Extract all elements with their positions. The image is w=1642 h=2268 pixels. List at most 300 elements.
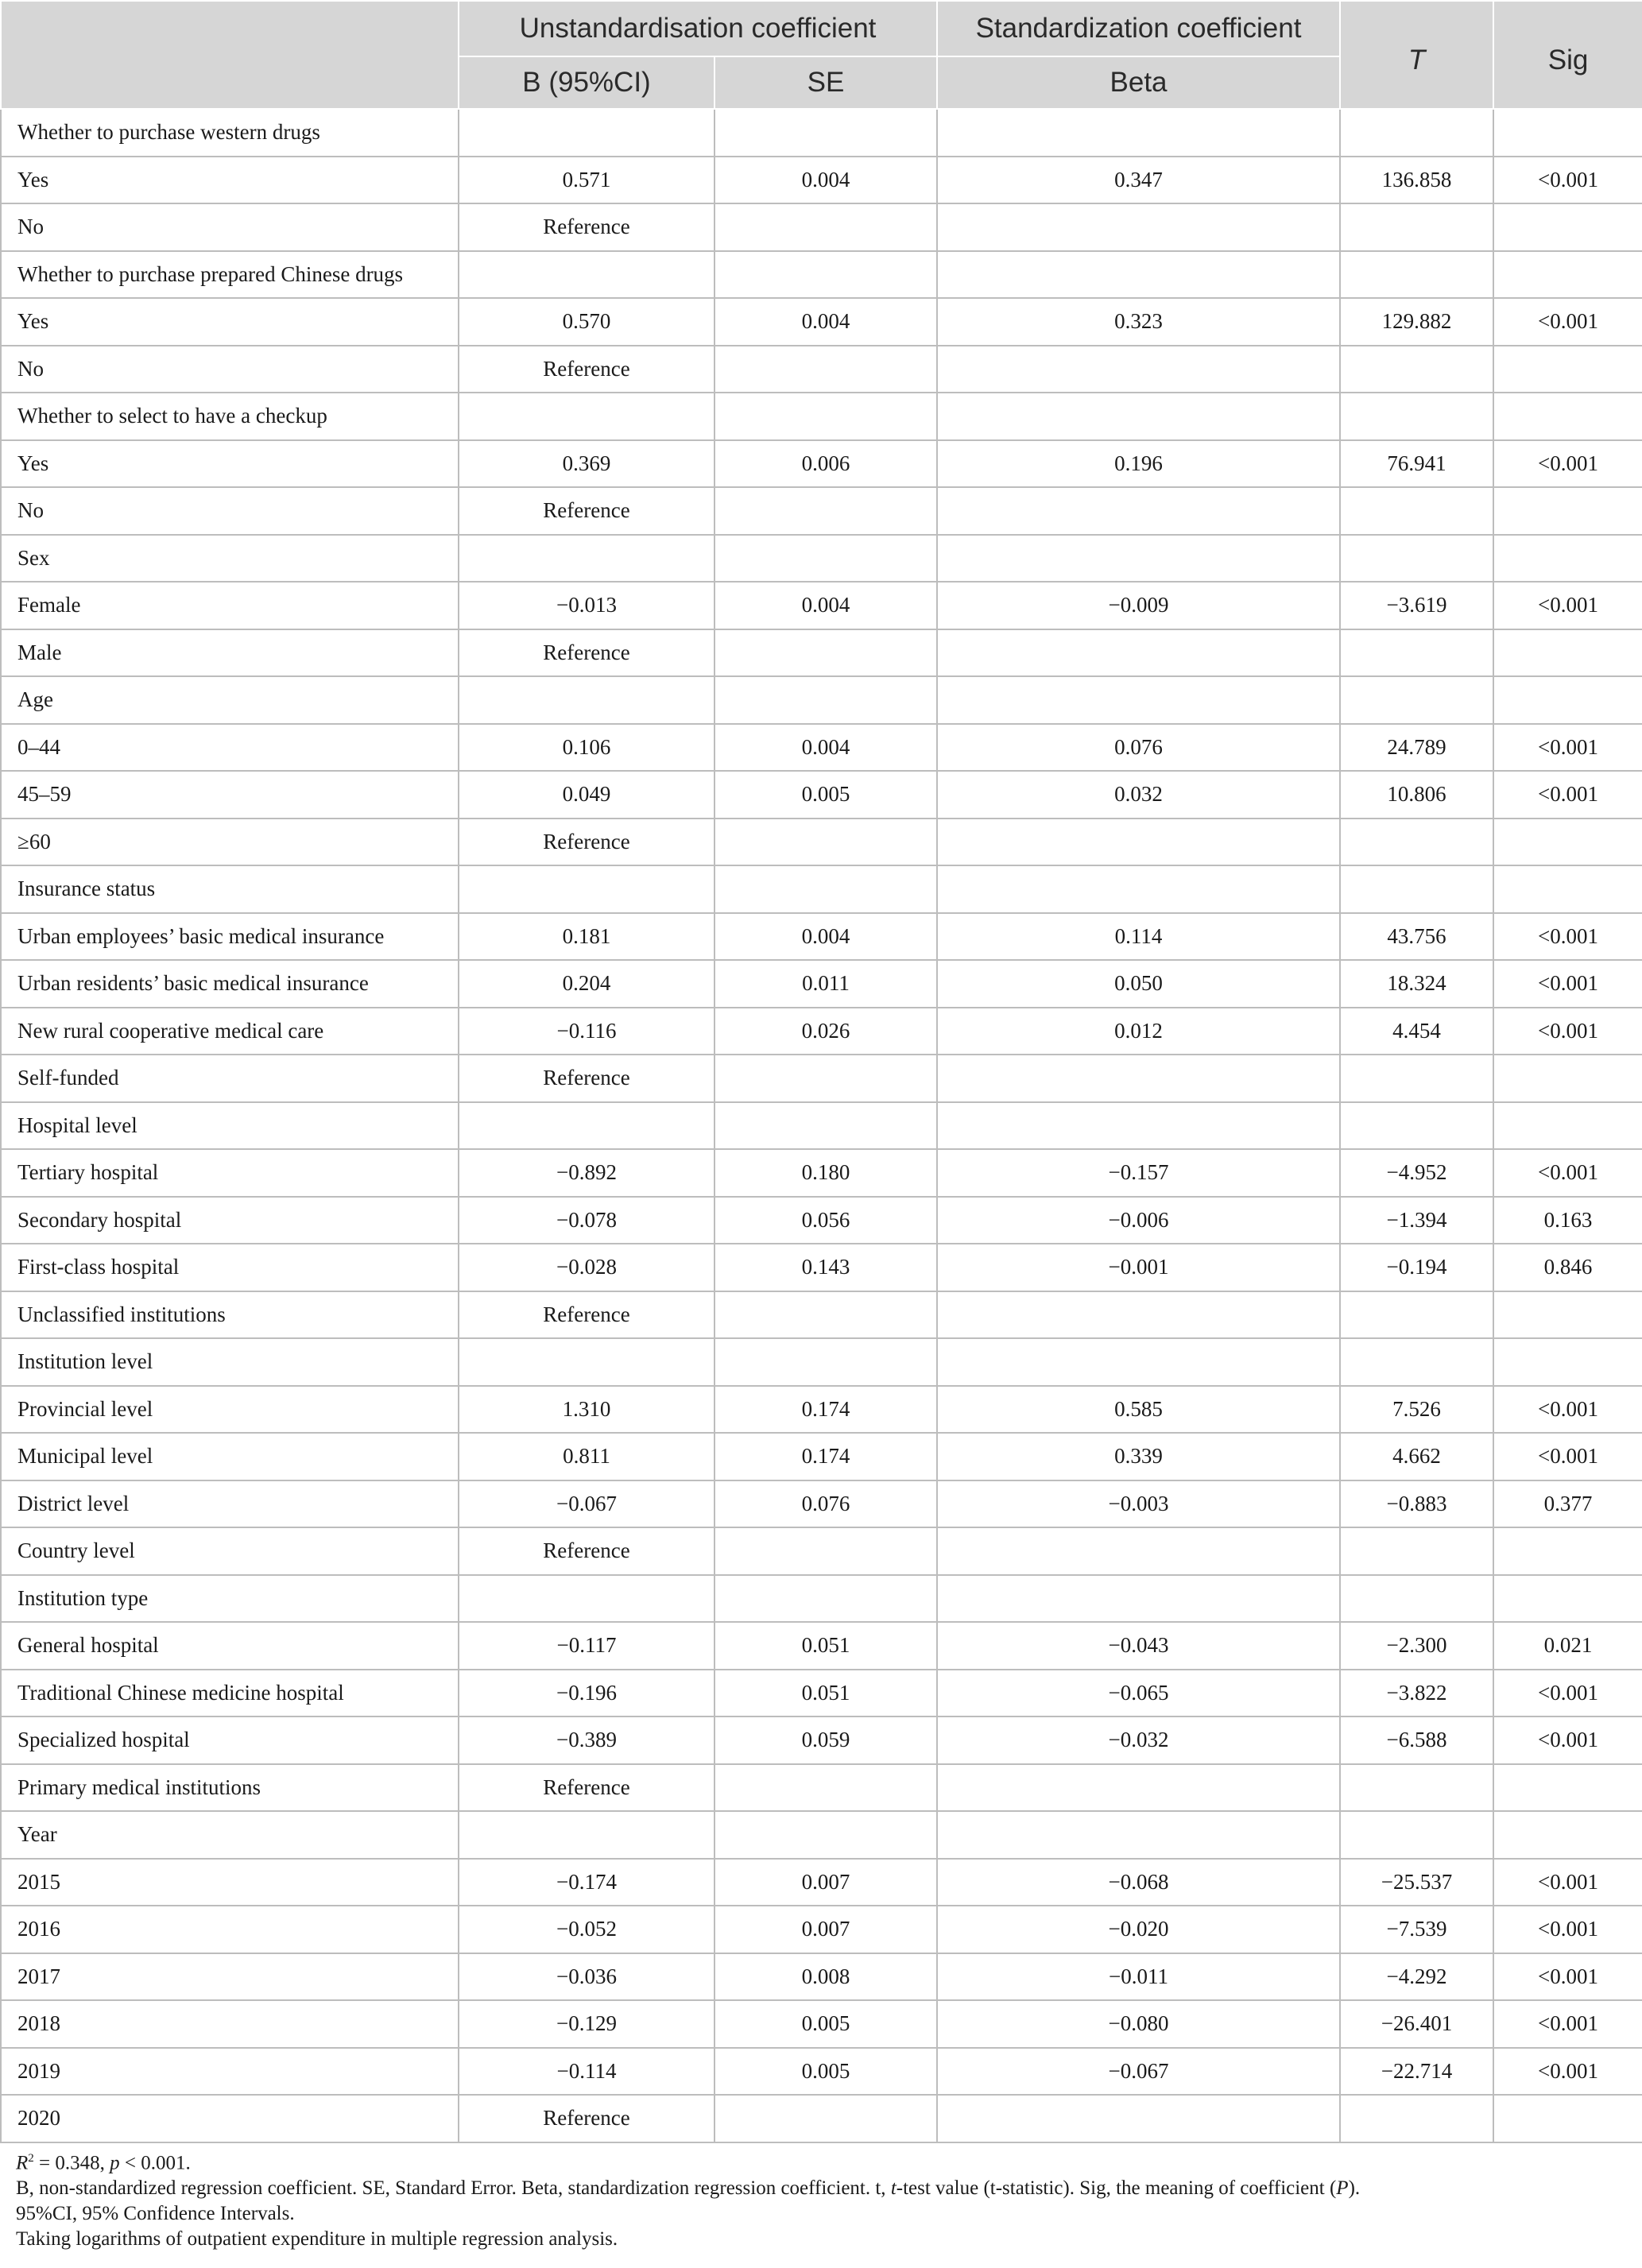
cell-beta: 0.323: [937, 298, 1340, 346]
cell-variable: Specialized hospital: [1, 1716, 459, 1764]
cell-b: Reference: [459, 1291, 715, 1339]
cell-t: [1340, 535, 1493, 582]
cell-variable: No: [1, 203, 459, 251]
cell-sig: [1493, 1291, 1642, 1339]
cell-beta: [937, 1527, 1340, 1575]
cell-beta: [937, 1338, 1340, 1386]
cell-t: [1340, 1575, 1493, 1623]
cell-se: [715, 109, 937, 157]
cell-se: [715, 1575, 937, 1623]
cell-t: [1340, 109, 1493, 157]
cell-sig: <0.001: [1493, 1008, 1642, 1055]
cell-sig: <0.001: [1493, 1433, 1642, 1480]
cell-t: 4.454: [1340, 1008, 1493, 1055]
cell-t: 136.858: [1340, 157, 1493, 204]
cell-sig: [1493, 1575, 1642, 1623]
cell-sig: <0.001: [1493, 298, 1642, 346]
r2-superscript: 2: [28, 2152, 34, 2165]
table-row: [1, 1244, 1642, 1291]
cell-variable: Whether to purchase western drugs: [1, 109, 459, 157]
cell-variable: 0–44: [1, 724, 459, 772]
cell-sig: [1493, 535, 1642, 582]
cell-sig: [1493, 346, 1642, 393]
cell-se: [715, 1055, 937, 1102]
cell-se: 0.051: [715, 1670, 937, 1717]
table-body: [1, 109, 1642, 2142]
cell-t: [1340, 1527, 1493, 1575]
cell-t: [1340, 629, 1493, 677]
cell-sig: <0.001: [1493, 771, 1642, 819]
table-row: [1, 1716, 1642, 1764]
cell-b: 0.049: [459, 771, 715, 819]
cell-sig: <0.001: [1493, 724, 1642, 772]
table-row: [1, 1102, 1642, 1150]
cell-se: 0.005: [715, 2000, 937, 2048]
cell-se: [715, 1527, 937, 1575]
table-header: [1, 1, 1642, 109]
header-b: B (95%CI): [459, 56, 715, 109]
cell-beta: [937, 1055, 1340, 1102]
cell-se: 0.007: [715, 1859, 937, 1906]
table-row: [1, 1338, 1642, 1386]
cell-b: [459, 865, 715, 913]
cell-beta: −0.011: [937, 1953, 1340, 2001]
cell-t: 24.789: [1340, 724, 1493, 772]
cell-variable: Traditional Chinese medicine hospital: [1, 1670, 459, 1717]
cell-sig: [1493, 819, 1642, 866]
header-t: T: [1340, 1, 1493, 109]
header-row-1: [1, 1, 1642, 56]
cell-t: [1340, 393, 1493, 440]
cell-b: −0.196: [459, 1670, 715, 1717]
cell-b: Reference: [459, 346, 715, 393]
cell-sig: <0.001: [1493, 157, 1642, 204]
cell-beta: [937, 109, 1340, 157]
cell-variable: 2020: [1, 2095, 459, 2142]
cell-se: [715, 819, 937, 866]
cell-variable: New rural cooperative medical care: [1, 1008, 459, 1055]
cell-beta: −0.006: [937, 1197, 1340, 1244]
table-row: [1, 203, 1642, 251]
cell-variable: Urban employees’ basic medical insurance: [1, 913, 459, 961]
cell-beta: −0.001: [937, 1244, 1340, 1291]
table-row: [1, 1953, 1642, 2001]
cell-sig: 0.377: [1493, 1480, 1642, 1528]
cell-b: Reference: [459, 1527, 715, 1575]
cell-sig: <0.001: [1493, 2048, 1642, 2096]
table-row: [1, 1197, 1642, 1244]
cell-variable: Female: [1, 582, 459, 629]
cell-b: 0.570: [459, 298, 715, 346]
cell-beta: −0.043: [937, 1622, 1340, 1670]
cell-sig: [1493, 1055, 1642, 1102]
cell-variable: 2015: [1, 1859, 459, 1906]
cell-variable: Self-funded: [1, 1055, 459, 1102]
cell-beta: [937, 393, 1340, 440]
cell-se: [715, 2095, 937, 2142]
table-row: [1, 1149, 1642, 1197]
table-row: [1, 1386, 1642, 1434]
cell-se: [715, 346, 937, 393]
cell-beta: [937, 676, 1340, 724]
cell-b: [459, 676, 715, 724]
table-row: [1, 251, 1642, 299]
cell-sig: <0.001: [1493, 582, 1642, 629]
cell-se: 0.011: [715, 960, 937, 1008]
p-symbol: p: [110, 2152, 120, 2174]
cell-variable: Secondary hospital: [1, 1197, 459, 1244]
cell-t: [1340, 1102, 1493, 1150]
cell-se: 0.059: [715, 1716, 937, 1764]
cell-sig: [1493, 1764, 1642, 1812]
cell-b: −0.892: [459, 1149, 715, 1197]
cell-sig: [1493, 393, 1642, 440]
cell-t: [1340, 251, 1493, 299]
cell-beta: [937, 629, 1340, 677]
cell-beta: 0.196: [937, 440, 1340, 488]
cell-sig: <0.001: [1493, 2000, 1642, 2048]
cell-variable: No: [1, 487, 459, 535]
cell-sig: <0.001: [1493, 1670, 1642, 1717]
table-row: [1, 1859, 1642, 1906]
cell-se: 0.004: [715, 724, 937, 772]
cell-se: [715, 251, 937, 299]
cell-b: −0.129: [459, 2000, 715, 2048]
cell-variable: Tertiary hospital: [1, 1149, 459, 1197]
table-row: [1, 2000, 1642, 2048]
cell-sig: [1493, 1102, 1642, 1150]
table-row: [1, 1764, 1642, 1812]
cell-variable: Primary medical institutions: [1, 1764, 459, 1812]
cell-t: [1340, 865, 1493, 913]
cell-beta: 0.347: [937, 157, 1340, 204]
cell-b: −0.028: [459, 1244, 715, 1291]
table-row: [1, 1291, 1642, 1339]
cell-se: 0.143: [715, 1244, 937, 1291]
cell-t: −25.537: [1340, 1859, 1493, 1906]
header-variable: [1, 1, 459, 109]
cell-b: Reference: [459, 629, 715, 677]
cell-se: 0.005: [715, 2048, 937, 2096]
cell-variable: District level: [1, 1480, 459, 1528]
cell-variable: Yes: [1, 440, 459, 488]
cell-b: [459, 535, 715, 582]
cell-beta: −0.009: [937, 582, 1340, 629]
cell-variable: Year: [1, 1811, 459, 1859]
cell-variable: No: [1, 346, 459, 393]
cell-t: −4.952: [1340, 1149, 1493, 1197]
footnote-ci: 95%CI, 95% Confidence Intervals.: [16, 2203, 295, 2225]
cell-b: [459, 251, 715, 299]
table-row: [1, 2095, 1642, 2142]
cell-sig: [1493, 676, 1642, 724]
table-row: [1, 440, 1642, 488]
cell-t: −3.619: [1340, 582, 1493, 629]
table-row: [1, 582, 1642, 629]
cell-b: Reference: [459, 819, 715, 866]
cell-se: 0.174: [715, 1386, 937, 1434]
cell-beta: 0.012: [937, 1008, 1340, 1055]
header-se: SE: [715, 56, 937, 109]
table-row: [1, 487, 1642, 535]
cell-sig: 0.021: [1493, 1622, 1642, 1670]
table-row: [1, 1906, 1642, 1953]
cell-b: −0.078: [459, 1197, 715, 1244]
cell-se: [715, 676, 937, 724]
cell-se: 0.026: [715, 1008, 937, 1055]
cell-variable: General hospital: [1, 1622, 459, 1670]
cell-se: 0.180: [715, 1149, 937, 1197]
cell-se: [715, 865, 937, 913]
cell-beta: −0.067: [937, 2048, 1340, 2096]
cell-se: [715, 629, 937, 677]
cell-beta: −0.020: [937, 1906, 1340, 1953]
cell-t: −22.714: [1340, 2048, 1493, 2096]
cell-se: 0.004: [715, 157, 937, 204]
cell-se: [715, 487, 937, 535]
abbr-part-3: ).: [1348, 2177, 1361, 2200]
cell-b: Reference: [459, 487, 715, 535]
cell-se: [715, 1291, 937, 1339]
cell-t: 18.324: [1340, 960, 1493, 1008]
cell-variable: Whether to purchase prepared Chinese drugs: [1, 251, 459, 299]
table-row: [1, 393, 1642, 440]
table-row: [1, 535, 1642, 582]
cell-sig: <0.001: [1493, 1149, 1642, 1197]
cell-t: [1340, 346, 1493, 393]
header-sig: Sig: [1493, 1, 1642, 109]
cell-t: −3.822: [1340, 1670, 1493, 1717]
table-row: [1, 1055, 1642, 1102]
cell-sig: [1493, 629, 1642, 677]
cell-b: [459, 1338, 715, 1386]
cell-beta: 0.076: [937, 724, 1340, 772]
footnote-abbreviations: [16, 2176, 1629, 2201]
cell-variable: Institution level: [1, 1338, 459, 1386]
cell-b: [459, 109, 715, 157]
cell-variable: ≥60: [1, 819, 459, 866]
cell-beta: 0.585: [937, 1386, 1340, 1434]
r2-value: = 0.348,: [33, 2152, 110, 2174]
abbr-part-2: -test value (t-statistic). Sig, the meaning of coefficient (: [896, 2177, 1337, 2200]
cell-t: [1340, 1291, 1493, 1339]
header-unstandardised-group: Unstandardisation coefficient: [459, 1, 937, 56]
cell-b: Reference: [459, 203, 715, 251]
cell-t: [1340, 676, 1493, 724]
cell-sig: [1493, 109, 1642, 157]
cell-sig: <0.001: [1493, 440, 1642, 488]
cell-t: −1.394: [1340, 1197, 1493, 1244]
cell-t: −7.539: [1340, 1906, 1493, 1953]
cell-sig: 0.163: [1493, 1197, 1642, 1244]
cell-sig: <0.001: [1493, 1953, 1642, 2001]
cell-b: −0.389: [459, 1716, 715, 1764]
cell-b: Reference: [459, 1764, 715, 1812]
cell-se: 0.007: [715, 1906, 937, 1953]
cell-b: 0.811: [459, 1433, 715, 1480]
cell-beta: [937, 535, 1340, 582]
table-row: [1, 629, 1642, 677]
cell-se: 0.004: [715, 913, 937, 961]
table-row: [1, 1480, 1642, 1528]
table-row: [1, 913, 1642, 961]
cell-t: [1340, 1764, 1493, 1812]
cell-t: −6.588: [1340, 1716, 1493, 1764]
cell-b: −0.013: [459, 582, 715, 629]
cell-beta: [937, 1811, 1340, 1859]
table-row: [1, 771, 1642, 819]
cell-beta: [937, 1575, 1340, 1623]
cell-beta: [937, 251, 1340, 299]
cell-b: 1.310: [459, 1386, 715, 1434]
cell-beta: [937, 1764, 1340, 1812]
cell-variable: Whether to select to have a checkup: [1, 393, 459, 440]
cell-sig: [1493, 1527, 1642, 1575]
cell-sig: <0.001: [1493, 1386, 1642, 1434]
cell-variable: Municipal level: [1, 1433, 459, 1480]
cell-b: 0.204: [459, 960, 715, 1008]
cell-variable: 45–59: [1, 771, 459, 819]
cell-sig: <0.001: [1493, 960, 1642, 1008]
cell-b: −0.036: [459, 1953, 715, 2001]
cell-t: 43.756: [1340, 913, 1493, 961]
cell-se: [715, 393, 937, 440]
table-row: [1, 724, 1642, 772]
cell-t: −26.401: [1340, 2000, 1493, 2048]
cell-b: Reference: [459, 2095, 715, 2142]
abbr-part-1: B, non-standardized regression coefficient. SE, Standard Error. Beta, standardization regression coefficient. t,: [16, 2177, 891, 2200]
cell-b: [459, 1575, 715, 1623]
cell-se: [715, 535, 937, 582]
cell-variable: Sex: [1, 535, 459, 582]
cell-b: −0.052: [459, 1906, 715, 1953]
cell-t: [1340, 203, 1493, 251]
cell-t: [1340, 819, 1493, 866]
cell-sig: [1493, 203, 1642, 251]
cell-se: [715, 203, 937, 251]
cell-t: −0.883: [1340, 1480, 1493, 1528]
cell-beta: [937, 346, 1340, 393]
cell-sig: <0.001: [1493, 1716, 1642, 1764]
cell-variable: Insurance status: [1, 865, 459, 913]
cell-beta: 0.050: [937, 960, 1340, 1008]
cell-se: 0.008: [715, 1953, 937, 2001]
cell-t: −2.300: [1340, 1622, 1493, 1670]
table-row: [1, 865, 1642, 913]
cell-beta: −0.065: [937, 1670, 1340, 1717]
cell-se: [715, 1764, 937, 1812]
cell-t: [1340, 2095, 1493, 2142]
cell-beta: 0.032: [937, 771, 1340, 819]
table-row: [1, 1811, 1642, 1859]
cell-variable: Yes: [1, 157, 459, 204]
cell-se: 0.004: [715, 298, 937, 346]
cell-sig: 0.846: [1493, 1244, 1642, 1291]
cell-beta: [937, 819, 1340, 866]
cell-variable: 2016: [1, 1906, 459, 1953]
cell-beta: −0.068: [937, 1859, 1340, 1906]
header-standardised-group: Standardization coefficient: [937, 1, 1340, 56]
table-row: [1, 1670, 1642, 1717]
cell-b: −0.174: [459, 1859, 715, 1906]
cell-t: −0.194: [1340, 1244, 1493, 1291]
cell-t: 4.662: [1340, 1433, 1493, 1480]
cell-variable: Male: [1, 629, 459, 677]
cell-se: [715, 1811, 937, 1859]
cell-b: 0.369: [459, 440, 715, 488]
cell-b: −0.067: [459, 1480, 715, 1528]
cell-beta: [937, 487, 1340, 535]
cell-sig: <0.001: [1493, 1906, 1642, 1953]
cell-sig: [1493, 865, 1642, 913]
cell-variable: Country level: [1, 1527, 459, 1575]
cell-variable: Hospital level: [1, 1102, 459, 1150]
cell-b: 0.181: [459, 913, 715, 961]
cell-beta: −0.003: [937, 1480, 1340, 1528]
cell-b: −0.114: [459, 2048, 715, 2096]
cell-beta: −0.032: [937, 1716, 1340, 1764]
cell-se: 0.174: [715, 1433, 937, 1480]
cell-t: [1340, 487, 1493, 535]
cell-b: [459, 1811, 715, 1859]
cell-variable: Urban residents’ basic medical insurance: [1, 960, 459, 1008]
cell-se: 0.004: [715, 582, 937, 629]
cell-t: [1340, 1338, 1493, 1386]
cell-se: [715, 1338, 937, 1386]
r2-symbol: R: [16, 2152, 29, 2174]
table-row: [1, 346, 1642, 393]
cell-b: −0.116: [459, 1008, 715, 1055]
cell-beta: 0.339: [937, 1433, 1340, 1480]
footnote-r2: [16, 2146, 1629, 2176]
footnote-log: Taking logarithms of outpatient expenditure in multiple regression analysis.: [16, 2228, 618, 2251]
cell-variable: First-class hospital: [1, 1244, 459, 1291]
table-row: [1, 157, 1642, 204]
abbr-t-italic: t: [890, 2177, 897, 2200]
table-row: [1, 109, 1642, 157]
cell-beta: [937, 865, 1340, 913]
header-beta: Beta: [937, 56, 1340, 109]
cell-b: 0.106: [459, 724, 715, 772]
cell-sig: [1493, 487, 1642, 535]
table-row: [1, 1008, 1642, 1055]
cell-variable: 2017: [1, 1953, 459, 2001]
table-footnotes: [16, 2146, 1629, 2252]
table-row: [1, 960, 1642, 1008]
cell-sig: [1493, 2095, 1642, 2142]
cell-se: 0.005: [715, 771, 937, 819]
cell-beta: [937, 2095, 1340, 2142]
table-row: [1, 1527, 1642, 1575]
cell-t: [1340, 1811, 1493, 1859]
cell-se: 0.006: [715, 440, 937, 488]
p-value: < 0.001.: [119, 2152, 191, 2174]
table-row: [1, 819, 1642, 866]
cell-beta: 0.114: [937, 913, 1340, 961]
cell-variable: Unclassified institutions: [1, 1291, 459, 1339]
cell-beta: −0.157: [937, 1149, 1340, 1197]
cell-beta: [937, 1291, 1340, 1339]
cell-variable: 2019: [1, 2048, 459, 2096]
cell-sig: [1493, 1338, 1642, 1386]
cell-beta: [937, 1102, 1340, 1150]
cell-beta: [937, 203, 1340, 251]
table-row: [1, 1433, 1642, 1480]
cell-se: 0.076: [715, 1480, 937, 1528]
cell-sig: [1493, 251, 1642, 299]
cell-b: −0.117: [459, 1622, 715, 1670]
cell-variable: Institution type: [1, 1575, 459, 1623]
